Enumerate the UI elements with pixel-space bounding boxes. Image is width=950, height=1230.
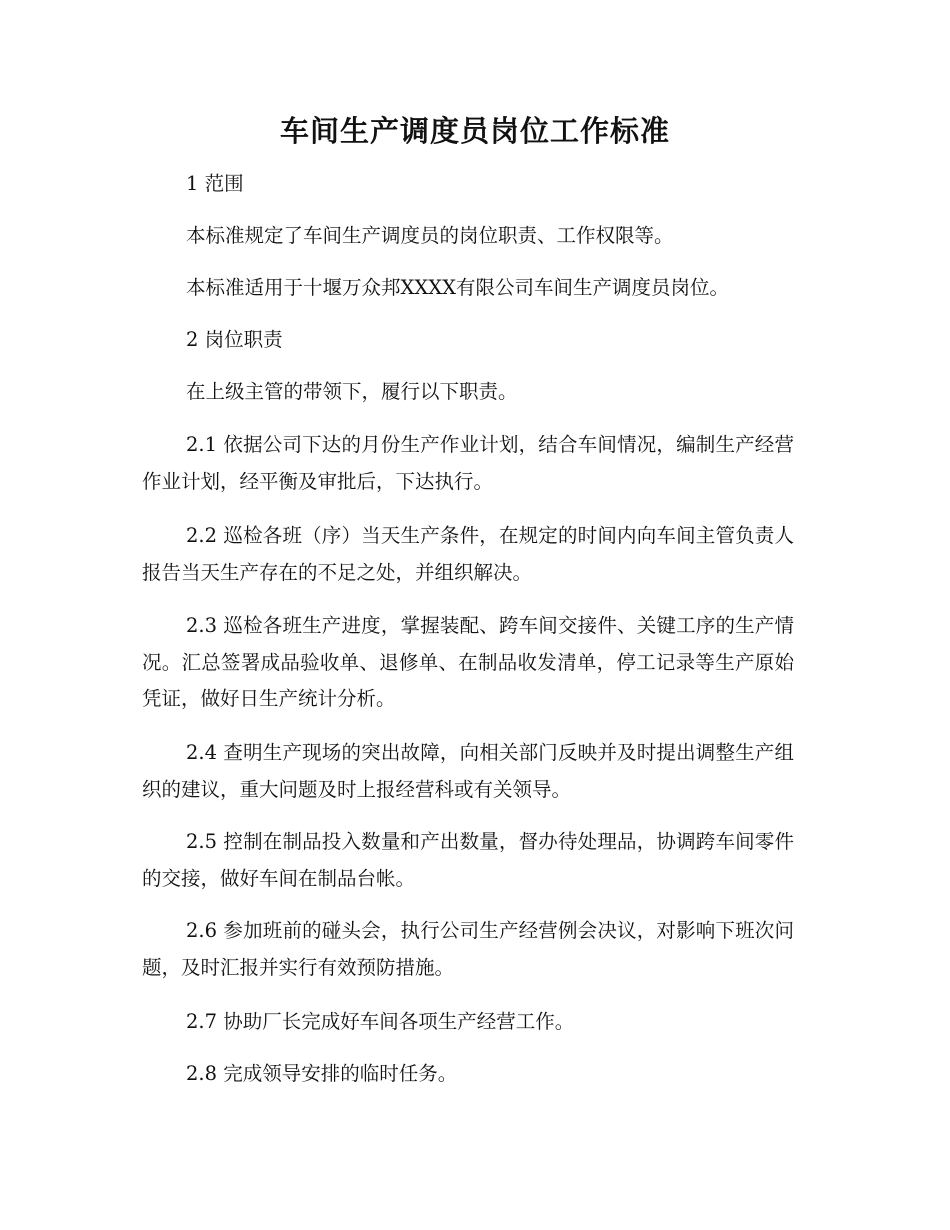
duty-item-2-3: 2.3 巡检各班生产进度，掌握装配、跨车间交接件、关键工序的生产情况。汇总签署成品验收单、退修单、在制品收发清单，停工记录等生产原始凭证，做好日生产统计分析。 [142, 614, 794, 710]
paragraph: 本标准适用于十堰万众邦XXXX有限公司车间生产调度员岗位。 [186, 276, 730, 299]
paragraph: 在上级主管的带领下，履行以下职责。 [186, 380, 518, 403]
section-heading-duties: 2 岗位职责 [186, 328, 283, 351]
duty-item-2-1: 2.1 依据公司下达的月份生产作业计划，结合车间情况，编制生产经营作业计划，经平衡及审批后，下达执行。 [142, 433, 794, 493]
duty-item-2-5: 2.5 控制在制品投入数量和产出数量，督办待处理品，协调跨车间零件的交接，做好车间在制品台帐。 [142, 830, 794, 890]
paragraph: 本标准规定了车间生产调度员的岗位职责、工作权限等。 [186, 224, 674, 247]
duty-item-2-2: 2.2 巡检各班（序）当天生产条件，在规定的时间内向车间主管负责人报告当天生产存在的不足之处，并组织解决。 [142, 524, 794, 584]
duty-item-2-7: 2.7 协助厂长完成好车间各项生产经营工作。 [186, 1010, 575, 1033]
duty-item-2-6: 2.6 参加班前的碰头会，执行公司生产经营例会决议，对影响下班次问题，及时汇报并实行有效预防措施。 [142, 919, 794, 979]
section-heading-scope: 1 范围 [186, 172, 244, 195]
duty-item-2-8: 2.8 完成领导安排的临时任务。 [186, 1062, 458, 1085]
document-title: 车间生产调度员岗位工作标准 [279, 114, 670, 148]
duty-item-2-4: 2.4 查明生产现场的突出故障，向相关部门反映并及时提出调整生产组织的建议，重大问题及时上报经营科或有关领导。 [142, 741, 794, 801]
